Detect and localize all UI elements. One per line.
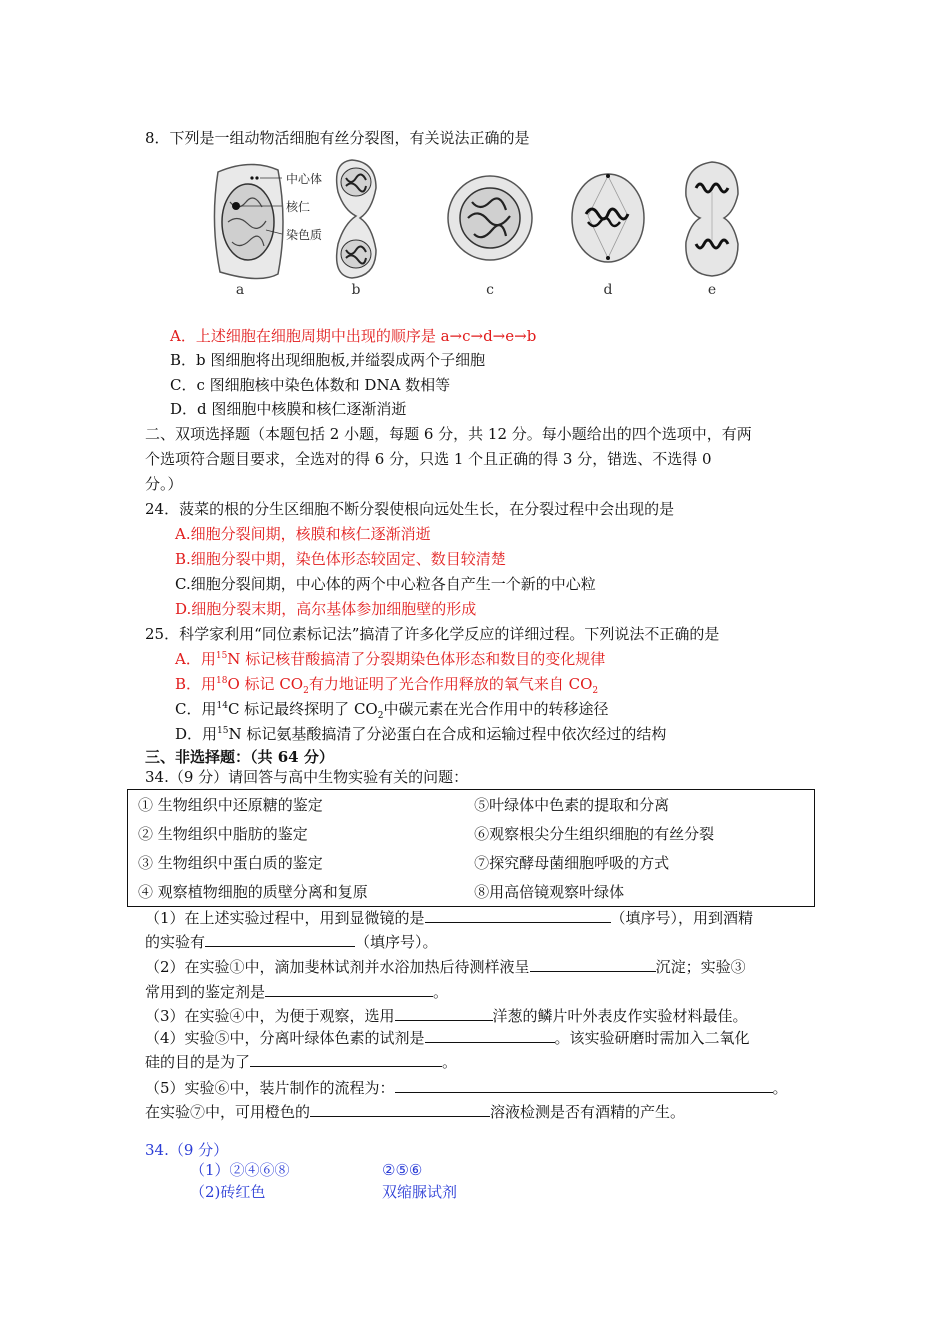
section2-line3: 分。） — [145, 475, 183, 493]
cell-d — [572, 174, 644, 262]
experiment-table — [127, 789, 815, 907]
blank-5[interactable] — [395, 1006, 493, 1021]
cell-a — [214, 164, 283, 278]
table-cell: ⑥观察根尖分生组织细胞的有丝分裂 — [474, 825, 715, 843]
answer-title: 34.（9 分） — [145, 1141, 229, 1159]
q25-option-d: D．用$^{15}$N 标记氨基酸搞清了分泌蛋白在合成和运输过程中依次经过的结构 — [175, 725, 667, 743]
table-row — [128, 848, 815, 877]
q8-option-b: B．b 图细胞将出现细胞板,并缢裂成两个子细胞 — [170, 351, 486, 369]
blank-7[interactable] — [250, 1052, 442, 1067]
mitosis-cells-image — [200, 152, 752, 302]
q34-sub5-line2: 在实验⑦中，可用橙色的 溶液检测是否有酒精的产生。 — [145, 1103, 686, 1121]
q34-sub2-line1: （2）在实验①中，滴加斐林试剂并水浴加热后待测样液呈 沉淀；实验③ — [145, 958, 746, 976]
q8-option-c: C．c 图细胞核中染色体数和 DNA 数相等 — [170, 376, 451, 394]
q25-option-b: B．用$^{18}$O 标记 $CO_2$有力地证明了光合作用释放的氧气来自 $CO_2$ — [175, 675, 599, 696]
cell-b — [337, 160, 376, 278]
q34-sub3: （3）在实验④中，为便于观察，选用 洋葱的鳞片叶外表皮作实验材料最佳。 — [145, 1007, 748, 1025]
q34-sub4-line2: 硅的目的是为了 。 — [145, 1053, 458, 1071]
q25-stem: 25．科学家利用“同位素标记法”搞清了许多化学反应的详细过程。下列说法不正确的是 — [145, 625, 720, 643]
blank-4[interactable] — [265, 982, 433, 997]
blank-2[interactable] — [205, 932, 355, 947]
section2-line1: 二、双项选择题（本题包括 2 小题，每题 6 分，共 12 分。每小题给出的四个选项中，有两 — [145, 425, 752, 443]
q25-option-a: A．用$^{15}$N 标记核苷酸搞清了分裂期染色体形态和数目的变化规律 — [175, 650, 606, 668]
label-chromatin: 染色质 — [286, 228, 323, 242]
q8-option-d: D．d 图细胞中核膜和核仁逐渐消逝 — [170, 400, 407, 418]
blank-3[interactable] — [530, 957, 656, 972]
table-cell: ① 生物组织中还原糖的鉴定 — [138, 796, 323, 814]
answer-1a: （1）②④⑥⑧ — [190, 1161, 290, 1179]
table-cell: ⑤叶绿体中色素的提取和分离 — [474, 796, 670, 814]
q24-option-a: A.细胞分裂间期，核膜和核仁逐渐消逝 — [175, 525, 431, 543]
q24-stem: 24．菠菜的根的分生区细胞不断分裂使根向远处生长，在分裂过程中会出现的是 — [145, 500, 675, 518]
caption-a: a — [235, 282, 245, 298]
cell-e — [686, 162, 738, 276]
answer-2b: 双缩脲试剂 — [382, 1183, 458, 1201]
caption-c: c — [486, 282, 494, 298]
section3-title: 三、非选择题：（共 64 分） — [145, 748, 334, 766]
q24-option-b: B.细胞分裂中期，染色体形态较固定、数目较清楚 — [175, 550, 506, 568]
caption-b: b — [351, 282, 361, 298]
q8-stem: 8．下列是一组动物活细胞有丝分裂图，有关说法正确的是 — [145, 129, 530, 147]
q24-option-d: D.细胞分裂末期，高尔基体参加细胞壁的形成 — [175, 600, 477, 618]
caption-d: d — [603, 282, 613, 298]
table-cell: ⑧用高倍镜观察叶绿体 — [474, 883, 625, 901]
blank-9[interactable] — [310, 1102, 490, 1117]
q8-option-a: A．上述细胞在细胞周期中出现的顺序是 a→c→d→e→b — [170, 327, 537, 345]
label-centrosome: 中心体 — [286, 172, 323, 186]
label-nucleolus: 核仁 — [286, 200, 311, 214]
table-cell: ⑦探究酵母菌细胞呼吸的方式 — [474, 854, 670, 872]
caption-e: e — [707, 282, 717, 298]
section2-line2: 个选项符合题目要求，全选对的得 6 分，只选 1 个且正确的得 3 分，错选、不选得 0 — [145, 450, 712, 468]
answer-2a: （2)砖红色 — [190, 1183, 266, 1201]
q34-sub1-line1: （1）在上述实验过程中，用到显微镜的是 （填序号），用到酒精 — [145, 909, 754, 927]
q25-option-c: C．用$^{14}$C 标记最终探明了 $CO_2$中碳元素在光合作用中的转移途径 — [175, 700, 609, 721]
table-cell: ③ 生物组织中蛋白质的鉴定 — [138, 854, 323, 872]
q34-sub1-line2: 的实验有 （填序号）。 — [145, 933, 438, 951]
answer-1b: ②⑤⑥ — [382, 1161, 423, 1179]
blank-8[interactable] — [395, 1078, 773, 1093]
table-row — [128, 819, 815, 848]
blank-1[interactable] — [425, 908, 611, 923]
table-row — [128, 790, 815, 820]
table-row — [128, 877, 815, 907]
table-cell: ④ 观察植物细胞的质壁分离和复原 — [138, 883, 368, 901]
q24-option-c: C.细胞分裂间期，中心体的两个中心粒各自产生一个新的中心粒 — [175, 575, 596, 593]
table-cell: ② 生物组织中脂肪的鉴定 — [138, 825, 308, 843]
mitosis-figure — [200, 152, 752, 302]
q34-sub2-line2: 常用到的鉴定剂是 。 — [145, 983, 449, 1001]
blank-6[interactable] — [425, 1028, 555, 1043]
q34-stem: 34.（9 分）请回答与高中生物实验有关的问题： — [145, 768, 469, 786]
q34-sub4-line1: （4）实验⑤中，分离叶绿体色素的试剂是 。该实验研磨时需加入二氧化 — [145, 1029, 750, 1047]
q34-sub5-line1: （5）实验⑥中，装片制作的流程为： 。 — [145, 1079, 788, 1097]
cell-c — [448, 176, 532, 260]
